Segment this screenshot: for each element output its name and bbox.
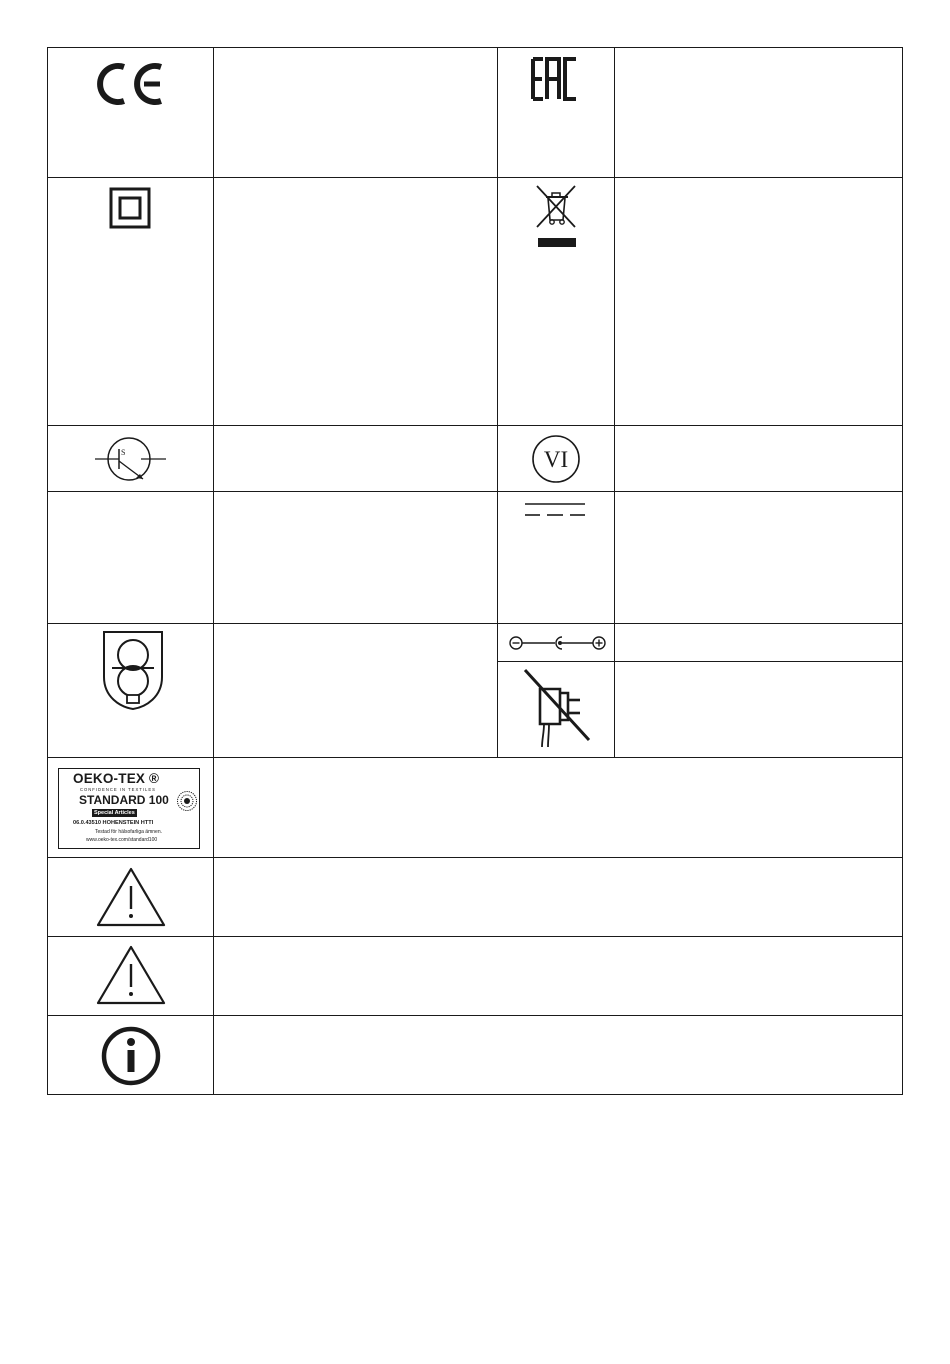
symbol-cell <box>47 47 214 178</box>
direct-current-icon <box>525 501 587 521</box>
oeko-tex-label <box>58 768 200 849</box>
symbol-cell <box>47 178 214 426</box>
warning-triangle-icon <box>95 866 167 928</box>
oeko-tex-flower-icon <box>176 790 198 812</box>
symbol-cell <box>498 47 615 178</box>
symbol-cell <box>498 426 615 492</box>
class-2-double-insulation-icon <box>109 187 151 229</box>
oeko-tex-url: www.oeko-tex.com/standard100 <box>86 837 158 843</box>
symbol-cell <box>47 1016 214 1095</box>
efficiency-level-label: VI <box>543 447 569 472</box>
safety-isolating-transformer-icon <box>101 629 165 711</box>
oeko-tex-certificate: 06.0.43510 HOHENSTEIN HTTI <box>73 820 154 826</box>
eac-mark-icon <box>530 55 580 103</box>
symbol-cell <box>47 624 214 758</box>
oeko-tex-category: Special Articles <box>94 810 135 816</box>
warning-triangle-icon <box>95 944 167 1006</box>
symbol-cell <box>498 624 615 662</box>
not-for-outdoor-use-icon <box>522 667 594 751</box>
weee-crossed-bin-icon <box>533 183 583 253</box>
oeko-tex-standard: STANDARD 100 <box>79 793 169 807</box>
oeko-tex-tagline: CONFIDENCE IN TEXTILES <box>80 787 156 792</box>
svg-text:S: S <box>121 448 126 457</box>
safety-switch-icon <box>95 435 167 483</box>
symbol-cell <box>47 937 214 1016</box>
symbol-cell <box>498 178 615 426</box>
symbol-cell <box>47 758 214 858</box>
symbols-table <box>47 47 903 1095</box>
oeko-tex-brand: OEKO-TEX ® <box>73 771 160 786</box>
polarity-icon <box>509 634 607 652</box>
symbol-cell <box>498 492 615 624</box>
symbol-cell <box>47 858 214 937</box>
info-icon <box>100 1025 162 1087</box>
ce-mark-icon <box>94 59 174 109</box>
symbol-cell <box>498 662 615 758</box>
table-border-right <box>902 47 903 1095</box>
oeko-tex-tested-text: Testad för hälsofarliga ämnen. <box>95 829 162 835</box>
efficiency-level-vi-icon <box>531 434 581 484</box>
symbol-cell <box>47 426 214 492</box>
